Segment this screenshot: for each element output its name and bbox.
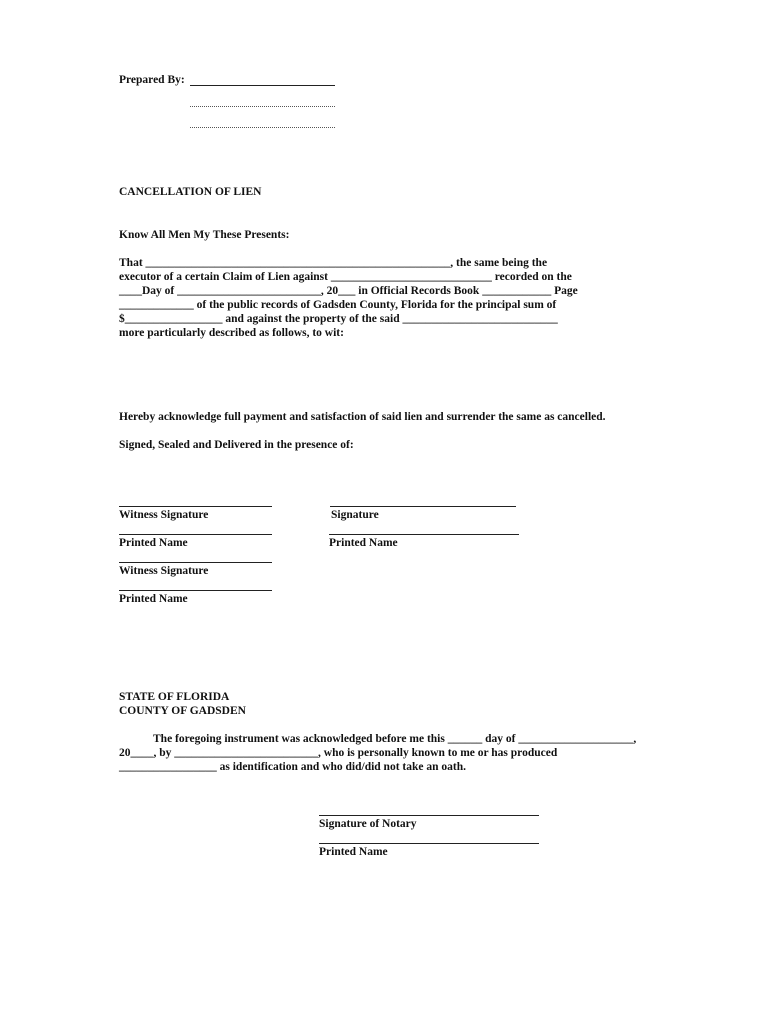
prepared-by-address-line-1[interactable] — [190, 106, 335, 107]
witness2-signature-line[interactable] — [119, 562, 272, 563]
notary-line-3: _________________ as identification and who did/did not take an oath. — [119, 761, 466, 773]
printed-name2-line[interactable] — [119, 590, 272, 591]
signer-printed-name-label: Printed Name — [329, 537, 398, 549]
notary-signature-line[interactable] — [319, 815, 539, 816]
notary-line-1: The foregoing instrument was acknowledged before me this ______ day of ____________________, — [153, 733, 637, 745]
body-line-3: ____Day of _________________________, 20___ in Official Records Book ____________ Page — [119, 285, 578, 297]
printed-name1-line[interactable] — [119, 534, 272, 535]
printed-name1-label: Printed Name — [119, 537, 188, 549]
signed-statement: Signed, Sealed and Delivered in the presence of: — [119, 439, 354, 451]
notary-signature-label: Signature of Notary — [319, 818, 417, 830]
witness2-signature-label: Witness Signature — [119, 565, 209, 577]
printed-name2-label: Printed Name — [119, 593, 188, 605]
document-title: CANCELLATION OF LIEN — [119, 186, 262, 198]
body-line-5: $_________________ and against the property of the said ___________________________ — [119, 313, 558, 325]
notary-line-2: 20____, by _________________________, who is personally known to me or has produced — [119, 747, 558, 759]
prepared-by-label: Prepared By: — [119, 74, 185, 86]
intro-text: Know All Men My These Presents: — [119, 229, 290, 241]
signer-signature-line[interactable] — [330, 506, 516, 507]
notary-printed-name-line[interactable] — [319, 843, 539, 844]
prepared-by-line[interactable] — [190, 85, 335, 86]
acknowledgment-text: Hereby acknowledge full payment and satisfaction of said lien and surrender the same as cancelled. — [119, 411, 606, 423]
witness1-signature-label: Witness Signature — [119, 509, 209, 521]
state-label: STATE OF FLORIDA — [119, 691, 230, 703]
signer-printed-name-line[interactable] — [329, 534, 519, 535]
county-label: COUNTY OF GADSDEN — [119, 705, 246, 717]
witness1-signature-line[interactable] — [119, 506, 272, 507]
prepared-by-address-line-2[interactable] — [190, 127, 335, 128]
body-line-6: more particularly described as follows, to wit: — [119, 327, 344, 339]
notary-printed-name-label: Printed Name — [319, 846, 388, 858]
body-line-2: executor of a certain Claim of Lien against ____________________________ recorded on the — [119, 271, 572, 283]
signer-signature-label: Signature — [331, 509, 379, 521]
body-line-4: _____________ of the public records of Gadsden County, Florida for the principal sum of — [119, 299, 557, 311]
body-line-1: That _____________________________________________________, the same being the — [119, 257, 548, 269]
